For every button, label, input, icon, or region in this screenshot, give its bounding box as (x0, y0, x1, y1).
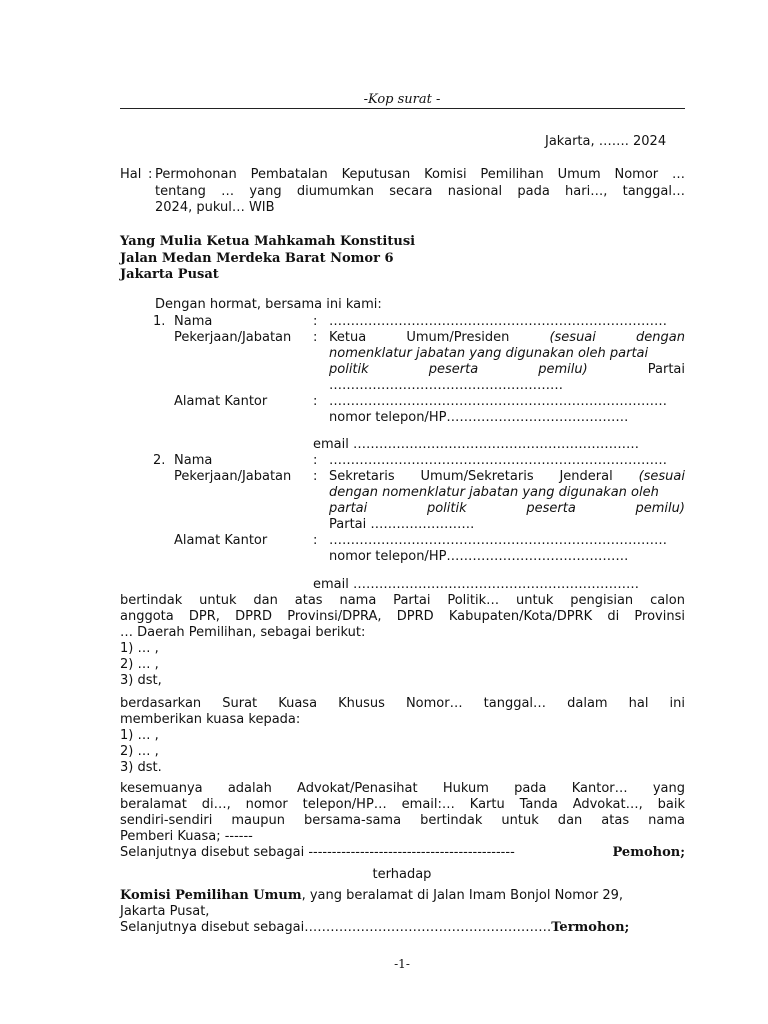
person-2-job-colon: : (313, 469, 318, 484)
respondent-address: , yang beralamat di Jalan Imam Bonjol Nomor 29, (301, 888, 624, 903)
pemohon-prefix: Selanjutnya disebut sebagai -------------------------------------------- (120, 845, 515, 860)
person-2-name-value: …………………………………………………………………… (329, 453, 667, 468)
respondent-name: Komisi Pemilihan Umum (120, 888, 302, 903)
termohon-prefix: Selanjutnya disebut sebagai………………………………………………… (120, 920, 552, 935)
person-1-name-value: …………………………………………………………………… (329, 314, 667, 329)
person-2-job-line: Sekretaris Umum/Sekretaris Jenderal (sesuai (329, 469, 685, 484)
list-item: 1) … , (120, 641, 159, 656)
addressee-line: Jakarta Pusat (120, 267, 219, 282)
terhadap-heading: terhadap (372, 867, 432, 882)
person-2-job-line: Partai …………………… (329, 517, 475, 532)
person-2-address-label: Alamat Kantor (174, 533, 268, 548)
person-1-name-label: Nama (174, 314, 213, 329)
letterhead-rule (120, 108, 685, 109)
termohon-line (120, 920, 629, 935)
letterhead-placeholder: -Kop surat - (363, 92, 441, 107)
person-2-address-colon: : (313, 533, 318, 548)
person-2-phone: nomor telepon/HP…………………………………… (329, 549, 629, 564)
subject-label: Hal (120, 167, 142, 182)
termohon-role: Termohon; (551, 920, 630, 935)
respondent-line2: Jakarta Pusat, (120, 904, 210, 919)
body-line: berdasarkan Surat Kuasa Khusus Nomor… tanggal… dalam hal ini (120, 696, 685, 711)
letter-date: Jakarta, ……. 2024 (545, 134, 667, 149)
person-2-job-line: partai politik peserta pemilu) (329, 501, 685, 516)
body-line: sendiri-sendiri maupun bersama-sama bertindak untuk dan atas nama (120, 813, 685, 828)
subject-line: Permohonan Pembatalan Keputusan Komisi Pemilihan Umum Nomor … (155, 167, 685, 182)
person-2-job-line: dengan nomenklatur jabatan yang digunakan oleh (329, 485, 659, 500)
body-line: Pemberi Kuasa; ------ (120, 829, 253, 844)
person-2-address-value: …………………………………………………………………… (329, 533, 667, 548)
person-2-name-label: Nama (174, 453, 213, 468)
person-1-number: 1. (153, 314, 166, 329)
person-1-job-label: Pekerjaan/Jabatan (174, 330, 292, 345)
respondent-line (120, 888, 623, 903)
body-line: memberikan kuasa kepada: (120, 712, 301, 727)
subject-line: 2024, pukul… WIB (155, 200, 275, 215)
person-2-name-colon: : (313, 453, 318, 468)
person-1-email: email ………………………………………………………… (313, 437, 639, 452)
person-2-email: email ………………………………………………………… (313, 577, 639, 592)
person-1-job-line: Ketua Umum/Presiden (sesuai dengan (329, 330, 685, 345)
person-1-job-line: politik peserta pemilu) Partai (329, 362, 685, 377)
addressee-line: Yang Mulia Ketua Mahkamah Konstitusi (120, 234, 416, 249)
list-item: 2) … , (120, 744, 159, 759)
list-item: 1) … , (120, 728, 159, 743)
person-2-number: 2. (153, 453, 166, 468)
body-line: … Daerah Pemilihan, sebagai berikut: (120, 625, 366, 640)
subject-colon: : (148, 167, 153, 182)
body-line: kesemuanya adalah Advokat/Penasihat Hukum pada Kantor… yang (120, 781, 685, 796)
person-2-job-label: Pekerjaan/Jabatan (174, 469, 292, 484)
page-number: -1- (394, 957, 410, 971)
body-line: beralamat di…, nomor telepon/HP… email:… Kartu Tanda Advokat…, baik (120, 797, 685, 812)
person-1-job-colon: : (313, 330, 318, 345)
pemohon-role: Pemohon; (612, 845, 685, 860)
subject-line: tentang … yang diumumkan secara nasional pada hari…, tanggal… (155, 184, 685, 199)
person-1-address-colon: : (313, 394, 318, 409)
greeting: Dengan hormat, bersama ini kami: (155, 297, 382, 312)
body-line: bertindak untuk dan atas nama Partai Politik… untuk pengisian calon (120, 593, 685, 608)
person-1-address-label: Alamat Kantor (174, 394, 268, 409)
list-item: 3) dst. (120, 760, 162, 775)
person-1-name-colon: : (313, 314, 318, 329)
person-1-phone: nomor telepon/HP…………………………………… (329, 410, 629, 425)
list-item: 2) … , (120, 657, 159, 672)
person-1-job-line: nomenklatur jabatan yang digunakan oleh partai (329, 346, 649, 361)
pemohon-line (120, 845, 685, 860)
body-line: anggota DPR, DPRD Provinsi/DPRA, DPRD Kabupaten/Kota/DPRK di Provinsi (120, 609, 685, 624)
person-1-address-value: …………………………………………………………………… (329, 394, 667, 409)
person-1-job-line: ……………………………………………… (329, 378, 563, 393)
list-item: 3) dst, (120, 673, 162, 688)
addressee-line: Jalan Medan Merdeka Barat Nomor 6 (120, 251, 394, 266)
